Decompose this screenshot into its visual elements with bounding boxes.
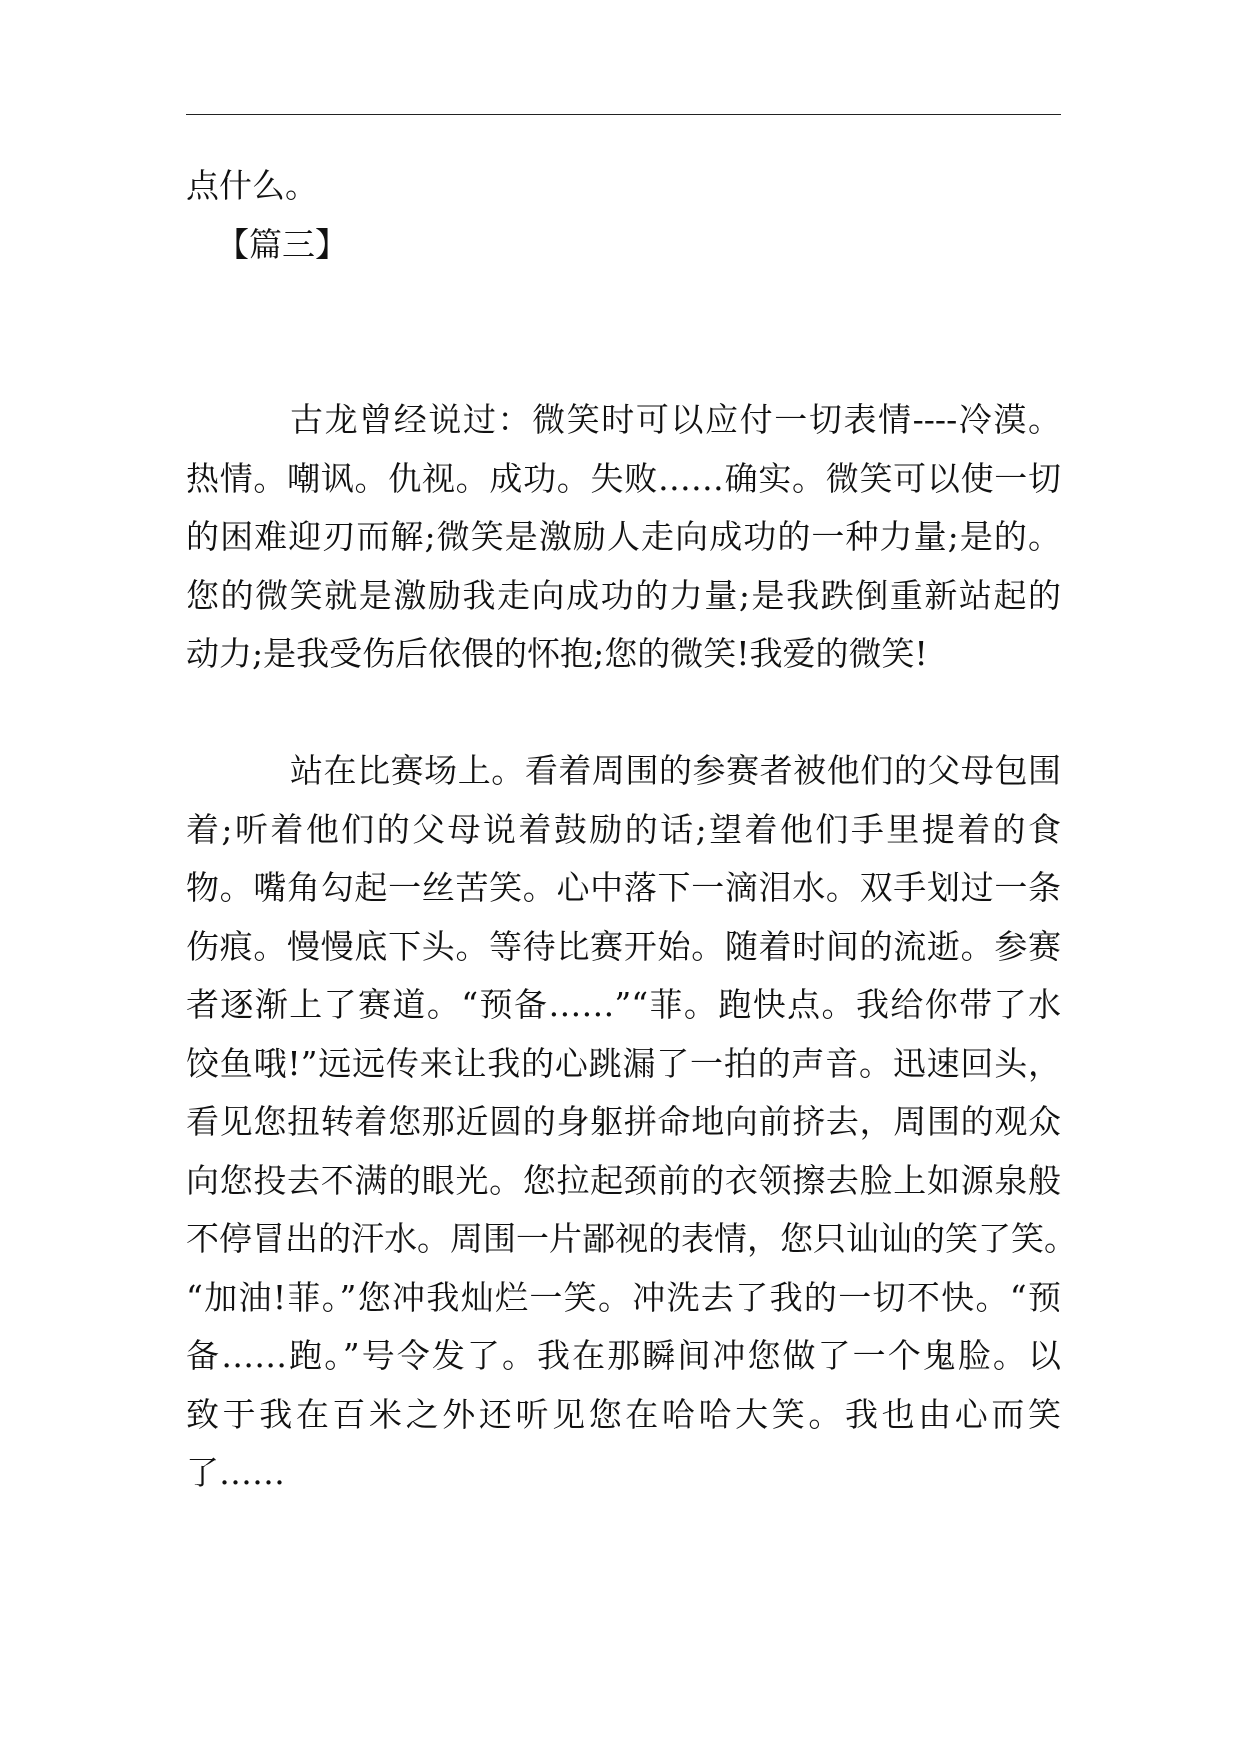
blank-line	[186, 333, 1061, 392]
paragraph-line: 古龙曾经说过：微笑时可以应付一切表情----冷漠。	[290, 400, 1061, 439]
paragraph-line: 站在比赛场上。看着周围的参赛者被他们的父母包围	[290, 751, 1061, 790]
paragraph-1	[186, 391, 1061, 684]
paragraph-line: 的困难迎刃而解;微笑是激励人走向成功的一种力量;是的。	[186, 517, 1061, 556]
paragraph-line: 向您投去不满的眼光。您拉起颈前的衣领擦去脸上如源泉般	[186, 1160, 1061, 1200]
blank-line	[186, 274, 1061, 333]
document-body	[186, 157, 1077, 1503]
paragraph-line: 致于我在百米之外还听见您在哈哈大笑。我也由心而笑	[186, 1394, 1061, 1434]
paragraph-2	[186, 742, 1077, 1503]
paragraph-line: 饺鱼哦!”远远传来让我的心跳漏了一拍的声音。迅速回头，	[186, 1043, 1061, 1083]
paragraph-line: 看见您扭转着您那近圆的身躯拼命地向前挤去，周围的观众	[186, 1102, 1061, 1141]
paragraph-line: 热情。嘲讽。仇视。成功。失败……确实。微笑可以使一切	[186, 458, 1061, 498]
paragraph-line: 伤痕。慢慢底下头。等待比赛开始。随着时间的流逝。参赛	[186, 926, 1061, 966]
header-rule	[186, 114, 1061, 115]
paragraph-line: 着;听着他们的父母说着鼓励的话;望着他们手里提着的食	[186, 809, 1061, 849]
paragraph-line: “加油!菲。”您冲我灿烂一笑。冲洗去了我的一切不快。“预	[186, 1277, 1061, 1317]
paragraph-line: 者逐渐上了赛道。“预备……”“菲。跑快点。我给你带了水	[186, 985, 1061, 1024]
paragraph-line: 您的微笑就是激励我走向成功的力量;是我跌倒重新站起的	[186, 575, 1061, 615]
section-heading: 【篇三】	[216, 224, 348, 264]
continuation-line: 点什么。	[186, 166, 318, 205]
paragraph-line: 备……跑。”号令发了。我在那瞬间冲您做了一个鬼脸。以	[186, 1336, 1061, 1375]
blank-line	[186, 684, 1061, 743]
paragraph-line: 动力;是我受伤后依偎的怀抱;您的微笑!我爱的微笑!	[186, 634, 928, 673]
paragraph-line: 了……	[186, 1453, 285, 1492]
paragraph-line: 物。嘴角勾起一丝苦笑。心中落下一滴泪水。双手划过一条	[186, 868, 1061, 907]
paragraph-line: 不停冒出的汗水。周围一片鄙视的表情，您只讪讪的笑了笑。	[186, 1219, 1077, 1258]
